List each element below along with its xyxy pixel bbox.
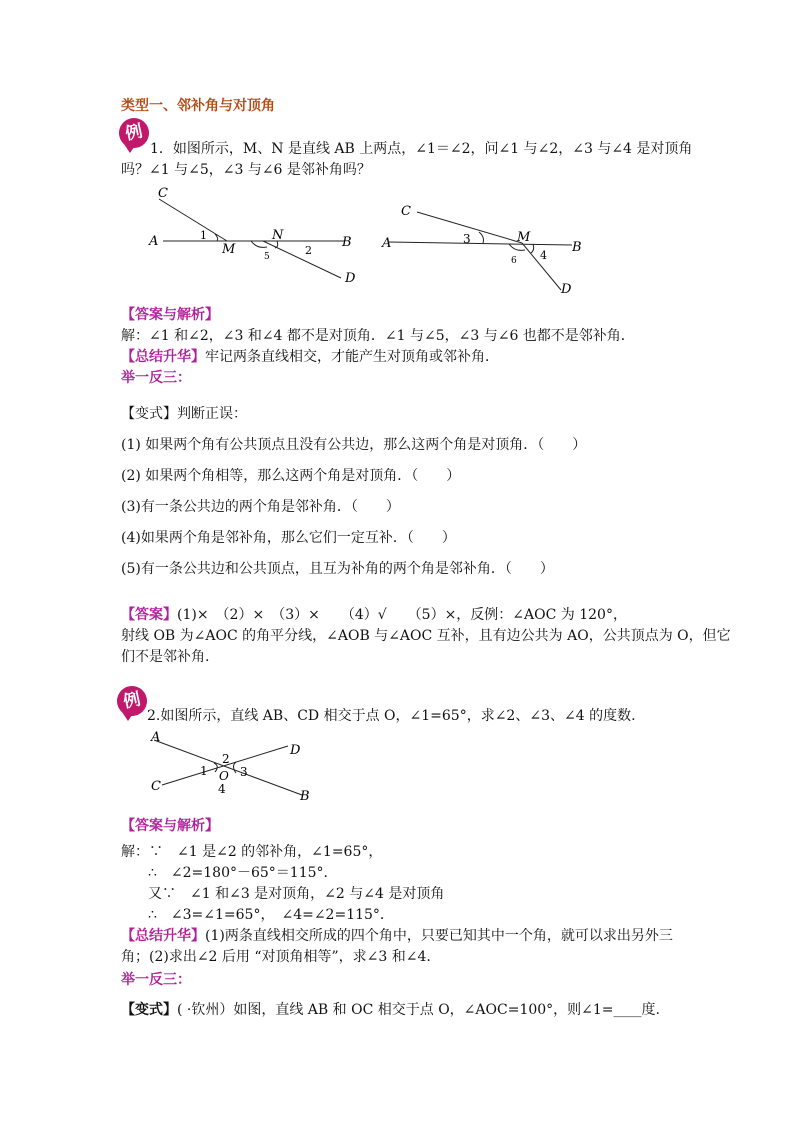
- example-badge-1: 例: [116, 115, 152, 151]
- judgement-item-1: (1) 如果两个角有公共顶点且没有公共边，那么这两个角是对顶角．（ ）: [121, 437, 587, 453]
- fig1-label-d: D: [345, 271, 356, 286]
- ex1-ans-line2: 射线 OB 为∠AOC 的角平分线，∠AOB 与∠AOC 互补，且有边公共为 AO，公共顶点为 O，但它: [121, 628, 731, 644]
- fig2-label-d: D: [561, 282, 572, 297]
- ex1-figure-right: [375, 195, 595, 300]
- example-badge-2: 例: [114, 683, 150, 719]
- fig1-label-b: B: [342, 235, 352, 250]
- ex1-answer-heading: 【答案与解析】: [121, 307, 219, 323]
- arc-angle-4: [531, 244, 534, 253]
- judgement-item-4: (4)如果两个角是邻补角，那么它们一定互补．（ ）: [121, 530, 456, 546]
- fig3-label-c: C: [151, 779, 161, 794]
- ex1-summary-heading: 【总结升华】: [121, 349, 205, 365]
- badge-tail-1: [124, 144, 136, 153]
- ex2-variant-heading: 【变式】: [121, 1002, 177, 1018]
- ex1-ans-line3: 们不是邻补角.: [121, 649, 210, 665]
- fig1-label-m: M: [222, 242, 236, 257]
- ex2-variant-text: ( ·钦州）如图，直线 AB 和 OC 相交于点 O，∠AOC=100°，则∠1=____度.: [177, 1002, 660, 1018]
- ex2-variant: [121, 1000, 660, 1020]
- ex2-summary-line1: [121, 926, 673, 946]
- arc-angle-3: [479, 232, 484, 243]
- ex1-ans-line1: [121, 605, 627, 625]
- ex2-solution-line1: 解：∵ ∠1 是∠2 的邻补角，∠1=65°，: [121, 844, 383, 860]
- fig2-label-b: B: [572, 240, 582, 255]
- fig1-label-1: 1: [200, 229, 207, 242]
- fig1-label-5: 5: [264, 252, 270, 262]
- arc-angle-3-ex2: [234, 762, 237, 773]
- fig3-label-1: 1: [200, 764, 208, 778]
- ex2-solution-line4: ∴ ∠3=∠1=65°， ∠4=∠2=115°．: [148, 907, 394, 923]
- section-title: 类型一、邻补角与对顶角: [121, 98, 275, 114]
- fig3-label-3: 3: [240, 765, 248, 779]
- fig2-label-m: M: [517, 230, 531, 245]
- fig1-label-a: A: [149, 234, 159, 249]
- ex2-solution-line2: ∴ ∠2=180°－65°＝115°．: [148, 865, 338, 881]
- ex2-summary-line2: 角；(2)求出∠2 后用 “对顶角相等”，求∠3 和∠4.: [121, 949, 431, 965]
- line-ab-2: [389, 242, 572, 245]
- ex1-ans-text1: (1)× （2）× （3）× （4）√ （5）×，反例：∠AOC 为 120°，: [177, 607, 627, 623]
- ex2-summary-text1: (1)两条直线相交所成的四个角中，只要已知其中一个角，就可以求出另外三: [205, 928, 673, 944]
- ex1-question-line1: 1．如图所示，M、N 是直线 AB 上两点，∠1＝∠2，问∠1 与∠2，∠3 与∠4 是对顶角: [150, 141, 693, 157]
- ex1-answer-text: 解：∠1 和∠2，∠3 和∠4 都不是对顶角．∠1 与∠5，∠3 与∠6 也都不是邻补角．: [121, 328, 635, 344]
- ex2-practice-heading: 举一反三：: [121, 972, 191, 988]
- ex2-figure: [140, 730, 320, 805]
- ex1-figure-left: [145, 185, 370, 290]
- fig3-label-d: D: [290, 743, 301, 758]
- ex1-practice-heading: 举一反三：: [121, 370, 191, 386]
- fig1-label-c: C: [158, 186, 168, 201]
- ex2-answer-heading: 【答案与解析】: [121, 818, 219, 834]
- judgement-item-2: (2) 如果两个角相等，那么这两个角是对顶角．（ ）: [121, 468, 461, 484]
- ex1-ans-heading: 【答案】: [121, 607, 177, 623]
- ex2-summary-heading: 【总结升华】: [121, 928, 205, 944]
- fig1-label-2: 2: [305, 244, 312, 257]
- fig3-label-a: A: [151, 730, 161, 745]
- arc-angle-1-ex2: [214, 763, 217, 772]
- fig3-label-2: 2: [222, 752, 230, 766]
- judgement-item-5: (5)有一条公共边和公共顶点，且互为补角的两个角是邻补角．（ ）: [121, 561, 554, 577]
- fig2-label-4: 4: [540, 249, 547, 262]
- ex1-summary: [121, 347, 499, 367]
- ex2-question: 2.如图所示，直线 AB、CD 相交于点 O，∠1=65°，求∠2、∠3、∠4 的度数.: [147, 708, 636, 724]
- ex1-summary-text: 牢记两条直线相交，才能产生对顶角或邻补角．: [205, 349, 499, 365]
- ex2-solution-line3: 又∵ ∠1 和∠3 是对顶角，∠2 与∠4 是对顶角: [148, 886, 445, 902]
- fig2-label-3: 3: [463, 232, 471, 246]
- ex1-variant-heading: 【变式】判断正误：: [121, 406, 247, 422]
- fig3-label-b: B: [300, 789, 310, 804]
- ex1-question-line2: 吗？∠1 与∠5，∠3 与∠6 是邻补角吗？: [121, 162, 371, 178]
- fig3-label-4: 4: [218, 782, 226, 796]
- fig1-label-n: N: [272, 228, 284, 243]
- fig2-label-c: C: [401, 204, 411, 219]
- judgement-item-3: (3)有一条公共边的两个角是邻补角．（ ）: [121, 499, 400, 515]
- fig3-label-o: O: [219, 769, 229, 783]
- fig2-label-a: A: [382, 236, 392, 251]
- badge-tail-2: [122, 712, 134, 721]
- line-mc: [159, 199, 227, 241]
- fig2-label-6: 6: [511, 256, 517, 266]
- line-nd: [263, 241, 341, 278]
